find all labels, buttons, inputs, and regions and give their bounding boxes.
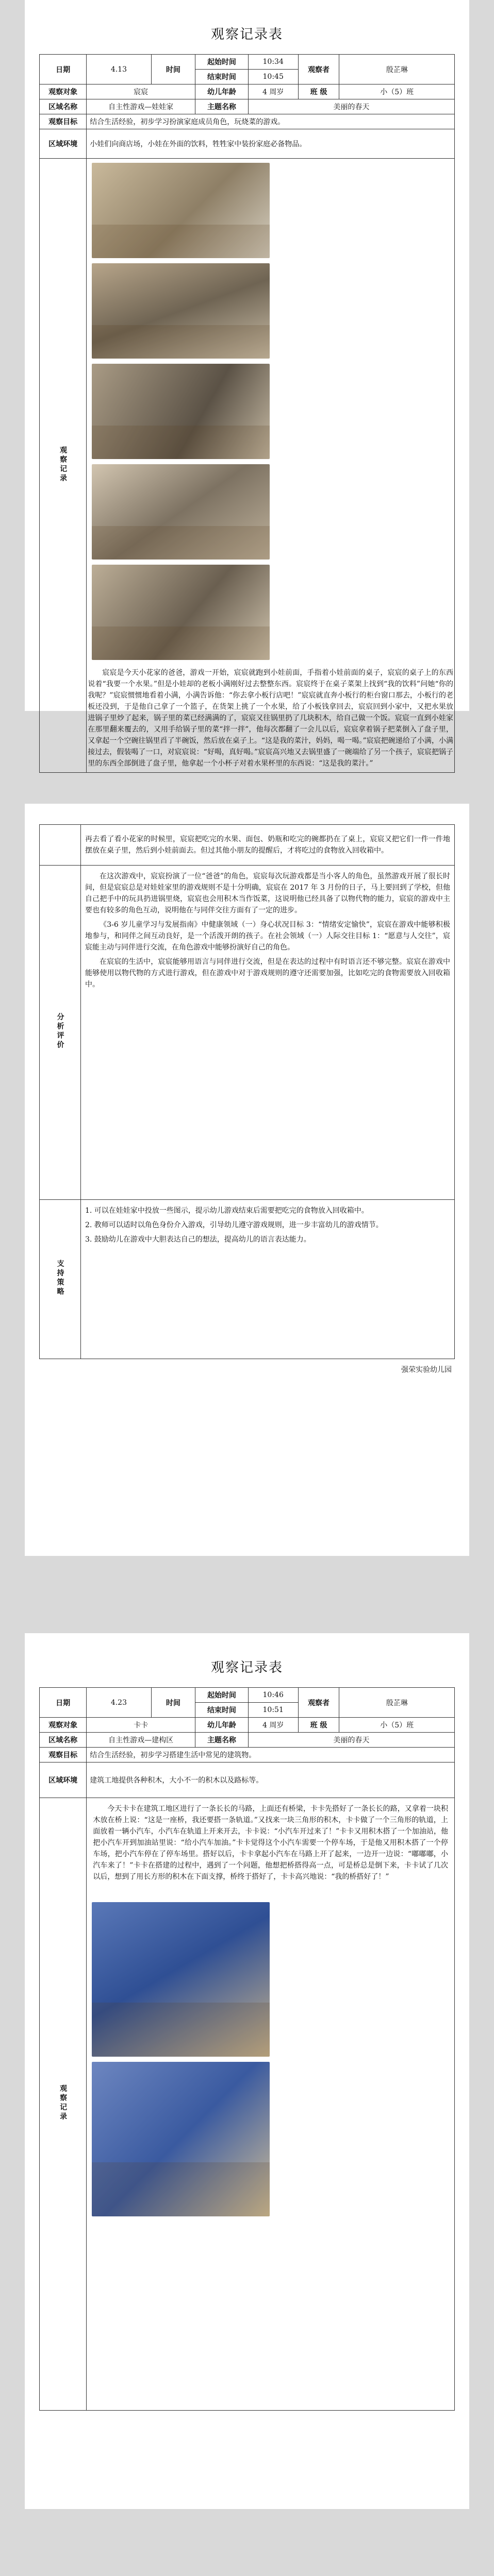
photo-grid — [87, 1898, 454, 2221]
support-item-2: 2. 教师可以适时以角色身份介入游戏，引导幼儿遵守游戏规则，进一步丰富幼儿的游戏情节。 — [85, 1221, 383, 1229]
record-label-text: 观察记录 — [59, 446, 68, 483]
continued-cell — [81, 825, 455, 866]
theme-label: 主题名称 — [195, 1733, 249, 1748]
record-narrative: 宸宸是今天小花家的爸爸，游戏一开始，宸宸就跑到小娃前面，手指着小娃前面的桌子，宸宸的桌子上的东西说着“我要一个水果。”但是小娃却的老板小满刚好过去整整东西。宸宸终于在桌子菜架上找到“我的饮料”问她“你的我呢？”宸宸惯惯地看着小满，小满告诉他：“你去拿小板行店吧！”宸宸就直奔小板行的柜台窗口那去，小板行的老板还没到，于是他自己拿了一个篮子，在货架上挑了一个水果，给了小板钱拿回去，宸宸回到小家中，又把水果放进锅子里炒了起来，锅子里的菜已经满满的了，宸宸又往锅里扔了几块积木，给自己做一个饭。宸宸一直到小娃家在那里翻来覆去的，又用手给锅子里的菜“拌一拌”，他每次都翻了一会儿以后，宸宸拿着锅子把菜倒入了盘子里，又拿起一个空碗往锅里舀了半碗饭，然后放在桌子上。“这是我的菜汁，妈妈，喝一喝。”宸宸把碗递给了小满，小满接过去，假装喝了一口，对宸宸说：“好喝，真好喝。”宸宸高兴地又去锅里盛了一碗端给了另一个孩子，宸宸把锅子里的东西全部倒进了盘子里，他拿起一个小杯子对着水果杯里的东西说：“这是我的菜汁。” — [88, 669, 453, 768]
subject-value: 宸宸 — [87, 84, 195, 99]
photo-blocks-1 — [92, 1902, 270, 2057]
record1-page-2 — [25, 804, 469, 1556]
analysis-cell — [81, 866, 455, 1200]
support-label-text: 支持策略 — [56, 1260, 64, 1297]
support-label — [40, 1200, 81, 1359]
subject-value: 卡卡 — [87, 1718, 195, 1733]
analysis-paragraph-2: 《3-6 岁儿童学习与发展指南》中健康领域（一）身心状况目标 3：“情绪安定愉快”，宸宸在游戏中能够积极地参与，和同伴之间互动良好，是一个活泼开朗的孩子。在社会领域（一）人际交往目标 1：“愿意与人交往”，宸宸能主动与同伴进行交流，在角色游戏中能够扮演好自己的角色。 — [85, 921, 450, 952]
date-label: 日期 — [40, 55, 87, 84]
record-cell — [87, 1798, 455, 2411]
photo-classroom-1 — [92, 163, 270, 258]
record2-table — [39, 1687, 455, 2411]
support-item-3: 3. 鼓励幼儿在游戏中大胆表达自己的想法，提高幼儿的语言表达能力。 — [85, 1235, 311, 1244]
env-value: 小娃们向商店场，小娃在外面的饮料，牲牲家中装扮家庭必备物品。 — [87, 129, 455, 159]
age-value: 4 周岁 — [248, 1718, 298, 1733]
observer-label: 观察者 — [298, 1688, 339, 1718]
goal-label: 观察目标 — [40, 114, 87, 129]
record-label-text: 观察记录 — [59, 2084, 68, 2122]
record-narrative: 今天卡卡在建筑工地区进行了一条长长的马路，上面还有桥梁，卡卡先搭好了一条长长的路，又拿着一块积木放在桥上说：“这是一座桥，我还要搭一条轨道。”又找来一块三角形的积木，卡卡做了一个三角形的轨道，上面放着一辆小汽车，小汽车在轨道上开来开去，卡卡说：“小汽车开过来了！”卡卡又用积木搭了一个加油站，他把小汽车开到加油站里说：“给小汽车加油。”卡卡觉得这个小汽车需要一个停车场，于是他又用积木搭了一个停车场，把小汽车停在了停车场里。搭好以后，卡卡拿起小汽车在马路上开了起来，一边开一边说：“嘟嘟嘟，小汽车来了！”卡卡在搭建的过程中，遇到了一个问题，他想把桥搭得高一点，可是桥总是倒下来，卡卡试了几次以后，想到了用长方形的积木在下面支撑，桥终于搭好了，卡卡高兴地说：“我的桥搭好了！” — [93, 1805, 448, 1881]
record2-title: 观察记录表 — [210, 1660, 283, 1675]
start-time-value: 10:34 — [248, 55, 298, 70]
area-value: 自主性游戏—建构区 — [87, 1733, 195, 1748]
end-time-label: 结束时间 — [195, 70, 249, 84]
env-value: 建筑工地提供各种积木，大小不一的积木以及路标等。 — [87, 1762, 455, 1798]
env-label: 区域环境 — [40, 1762, 87, 1798]
analysis-label-text: 分析评价 — [56, 1013, 64, 1050]
photo-classroom-3 — [92, 364, 270, 459]
age-label: 幼儿年龄 — [195, 1718, 249, 1733]
time-label: 时间 — [151, 1688, 195, 1718]
record1-table — [39, 54, 455, 773]
analysis-paragraph-1: 在这次游戏中，宸宸扮演了一位“爸爸”的角色，宸宸每次玩游戏都是当小客人的角色，虽然游戏开展了很长时间，但是宸宸总是对娃娃家里的游戏规则不是十分明确，宸宸在 2017 年 3 月份的日子，马上要回到了学校，但他自己把手中的玩具扔进锅里烧，宸宸也会用积木当作饭菜，这说明他已经具备了以物代物的能力，宸宸的游戏中主要也有较多的角色互动，说明他在与同伴交往方面有了一定的进步。 — [85, 872, 450, 914]
goal-value: 结合生活经验，初步学习扮演家庭成员角色，玩烧菜的游戏。 — [87, 114, 455, 129]
start-time-label: 起始时间 — [195, 1688, 249, 1703]
record1-page-1 — [25, 0, 469, 768]
age-label: 幼儿年龄 — [195, 84, 249, 99]
record-cell — [87, 159, 455, 773]
theme-label: 主题名称 — [195, 99, 249, 114]
area-label: 区域名称 — [40, 99, 87, 114]
class-value: 小（5）班 — [339, 1718, 455, 1733]
photo-classroom-2 — [92, 263, 270, 359]
record2-page-1 — [25, 1633, 469, 2509]
env-label: 区域环境 — [40, 129, 87, 159]
observer-label: 观察者 — [298, 55, 339, 84]
theme-value: 美丽的春天 — [248, 1733, 454, 1748]
continued-narrative: 再去看了看小花家的时候里，宸宸把吃完的水果、面包、奶瓶和吃完的碗都扔在了桌上，宸宸又把它们一件一件地摆放在桌子里，然后到小娃前面去。但过其他小朋友的提醒后，才将吃过的食物放入回收箱中。 — [85, 835, 450, 855]
area-label: 区域名称 — [40, 1733, 87, 1748]
photo-classroom-5 — [92, 565, 270, 660]
start-time-value: 10:46 — [248, 1688, 298, 1703]
analysis-label — [40, 866, 81, 1200]
end-time-label: 结束时间 — [195, 1703, 249, 1718]
goal-value: 结合生活经验，初步学习搭建生活中常见的建筑物。 — [87, 1748, 455, 1762]
date-label: 日期 — [40, 1688, 87, 1718]
photo-classroom-4 — [92, 464, 270, 560]
area-value: 自主性游戏—娃娃家 — [87, 99, 195, 114]
record-label — [40, 159, 87, 773]
start-time-label: 起始时间 — [195, 55, 249, 70]
age-value: 4 周岁 — [248, 84, 298, 99]
date-value: 4.13 — [87, 55, 151, 84]
subject-label: 观察对象 — [40, 1718, 87, 1733]
observer-value: 殷芷琳 — [339, 1688, 455, 1718]
date-value: 4.23 — [87, 1688, 151, 1718]
class-value: 小（5）班 — [339, 84, 455, 99]
subject-label: 观察对象 — [40, 84, 87, 99]
kindergarten-name: 强荣实验幼儿园 — [401, 1366, 452, 1374]
time-label: 时间 — [151, 55, 195, 84]
support-cell — [81, 1200, 455, 1359]
photo-grid — [87, 159, 454, 664]
end-time-value: 10:51 — [248, 1703, 298, 1718]
record1-title: 观察记录表 — [210, 27, 283, 42]
analysis-paragraph-3: 在宸宸的生活中，宸宸能够用语言与同伴进行交流，但是在表达的过程中有时语言还不够完整。宸宸在游戏中能够使用以物代物的方式进行游戏，但在游戏中对于游戏规则的遵守还需要加强，比如吃完的食物需要放入回收箱中。 — [85, 958, 450, 989]
observer-value: 殷芷琳 — [339, 55, 455, 84]
end-time-value: 10:45 — [248, 70, 298, 84]
support-item-1: 1. 可以在娃娃家中投放一些图示，提示幼儿游戏结束后需要把吃完的食物放入回收箱中。 — [85, 1207, 369, 1215]
goal-label: 观察目标 — [40, 1748, 87, 1762]
class-label: 班 级 — [298, 1718, 339, 1733]
record-label — [40, 1798, 87, 2411]
class-label: 班 级 — [298, 84, 339, 99]
continued-label — [40, 825, 81, 866]
record1-table-continued — [39, 824, 455, 1359]
photo-blocks-2 — [92, 2062, 270, 2216]
theme-value: 美丽的春天 — [248, 99, 454, 114]
